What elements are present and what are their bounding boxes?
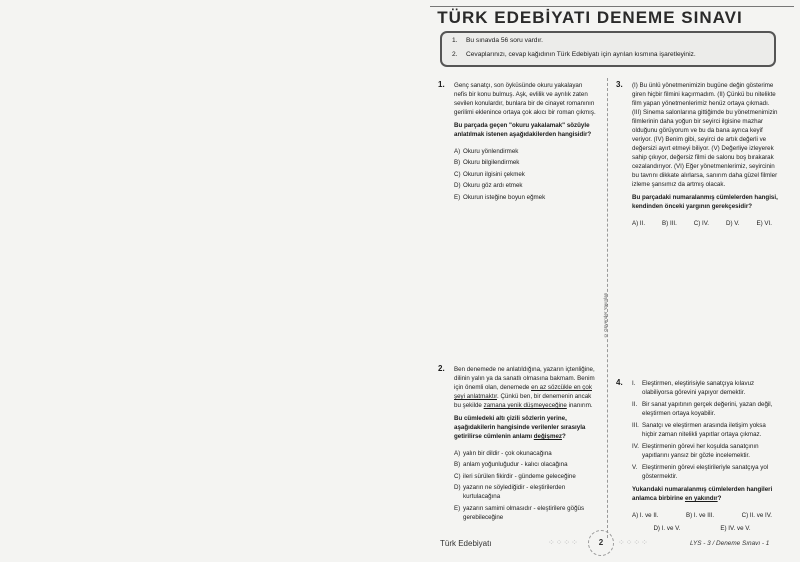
answer-option[interactable] — [454, 148, 596, 157]
roman-numeral: I. — [632, 380, 636, 387]
question-4-number: 4. — [616, 378, 623, 387]
answer-options-row — [632, 525, 778, 534]
answer-option[interactable] — [454, 194, 596, 203]
footer-ornament: ⁘⁘⁘⁘ — [618, 538, 649, 547]
answer-options-row — [632, 220, 778, 229]
option-text: Okuru göz ardı etmek — [463, 182, 523, 190]
answer-option[interactable] — [454, 461, 596, 470]
answer-option[interactable]: C) II. ve IV. — [741, 511, 772, 519]
footer-exam-label: LYS - 3 / Deneme Sınavı - 1 — [690, 540, 770, 547]
question-2-stem — [454, 415, 596, 442]
roman-numeral: V. — [632, 463, 638, 471]
statement-item — [632, 443, 778, 461]
statement-text: Bir sanat yapıtının gerçek değerini, yazan değil, eleştirmen ortaya koyabilir. — [642, 400, 773, 417]
text-segment: Bu cümledeki altı çizili sözlerin yerine, aşağıdakilerin hangisinde verilenler sırasıyla getirilirse cümlenin anlamı — [454, 414, 586, 440]
statement-text: Eleştirmenin görevi eleştirileriyle sanatçıya yol göstermektir. — [642, 463, 769, 480]
answer-option[interactable] — [454, 182, 596, 191]
text-segment: inanırım. — [566, 401, 593, 409]
instruction-number: 2. — [452, 51, 458, 58]
answer-option[interactable] — [454, 171, 596, 180]
question-2 — [454, 366, 596, 525]
question-3-stem: Bu parçadaki numaralanmış cümlelerden hangisi, kendinden önceki yargının gerekçesidir? — [632, 193, 778, 210]
statement-text: Eleştirmen, eleştirisiyle sanatçıya kılavuz olabiliyorsa görevini yapıyor demektir. — [642, 380, 755, 396]
answer-option[interactable]: B) I. ve III. — [685, 511, 715, 519]
question-1-text: Genç sanatçı, son öyküsünde okuru yakalayan nefis bir konu bulmuş. Aşk, evlilik ve ayrılık zaten sevilen konulardır, bunlara bir de cinayet romanının gerilimi eklenince ortaya çok akıcı bir roman çıkmış. — [454, 82, 596, 116]
text-segment: ? — [561, 432, 566, 440]
statement-text: Eleştirmenin görevi her koşulda sanatçının yapıtlarını yansız bir gözle incelemektir. — [642, 442, 759, 459]
text-segment: Ben denemede ne anlatıldığına, yazarın içtenliğine, dilinin yalın ya da sanatlı olmasına bakmam. Benim için önemli olan, denemede — [454, 366, 595, 391]
question-1-number: 1. — [438, 80, 445, 89]
instructions-box — [440, 31, 776, 67]
option-text: anlam yoğunluğudur - kalıcı olacağına — [463, 461, 568, 469]
answer-option[interactable] — [454, 473, 596, 482]
statement-item — [632, 464, 778, 482]
instruction-item — [452, 37, 764, 44]
text-segment: Yukarıdaki numaralanmış cümlelerden hangileri anlamca birbirine — [632, 485, 773, 502]
option-text: ileri sürülen fikirdir - gündeme geleceğine — [463, 472, 576, 480]
question-3-number: 3. — [616, 80, 623, 89]
top-rule — [430, 6, 794, 7]
publisher-tag: © Güvender Yayınları — [603, 292, 608, 338]
option-text: Okuru bilgilendirmek — [463, 159, 520, 167]
option-letter: B) — [454, 159, 461, 167]
roman-numeral: III. — [632, 421, 639, 429]
question-2-text — [454, 366, 596, 411]
question-1 — [454, 82, 596, 205]
option-letter: C) — [454, 170, 461, 178]
answer-option[interactable]: D) V. — [725, 219, 740, 227]
option-letter: B) — [454, 461, 461, 469]
option-text: yazarın ne söylediğidir - eleştirilerden kurtulacağına — [463, 484, 566, 501]
answer-option[interactable] — [454, 450, 596, 459]
option-text: Okurun ilgisini çekmek — [463, 170, 525, 178]
text-segment: ? — [717, 494, 722, 502]
answer-option[interactable] — [454, 505, 596, 523]
underlined-phrase: en az sözcükle en çok şeyi anlatmaktır — [454, 383, 592, 400]
footer-ornament: ⁘⁘⁘⁘ — [548, 538, 579, 547]
statement-item — [632, 422, 778, 440]
question-3-text: (I) Bu ünlü yönetmenimizin bugüne değin gösterime giren hiçbir filmini kaçırmadım. (II) Çünkü bu nitelikte film yapan yönetmenlerimiz henüz ortaya çıkmadı. (III) Sinema salonlarına gittiğimde bu yönetmenimizin filmlerinin daha yoğun bir seyirci ilgisine mazhar olduğunu görüyorum ve bu da bana ayrıca keyif veriyor. (IV) Benim gibi, seyirci de artık değerli ve değersizi ayırt etmeyi biliyor. (V) Değerliye izleyerek sahip çıkıyor, değersiz filmi de salonu boş bırakarak cezalandırıyor. (VI) Eğer yönetmenlerimiz, seyircinin bu tavrını dikkate alırlarsa, sanırım daha güzel filmler izleme şansımız da artmış olacak. — [632, 82, 778, 188]
answer-option[interactable]: D) I. ve V. — [653, 524, 681, 532]
statement-text: Sanatçı ve eleştirmen arasında iletişim yoksa hiçbir zaman nitelikli yapıtlar ortaya çıkmaz. — [642, 421, 766, 438]
option-letter: D) — [454, 182, 461, 190]
answer-option[interactable] — [454, 159, 596, 168]
statement-item — [632, 401, 778, 419]
answer-option[interactable] — [454, 484, 596, 502]
question-4-stem — [632, 486, 778, 504]
answer-option[interactable]: E) IV. ve V. — [720, 524, 751, 532]
option-text: Okurun isteğine boyun eğmek — [463, 193, 546, 201]
option-text: yazarın samimi olmasıdır - eleştirilere göğüs gerebileceğine — [463, 504, 585, 521]
underlined-phrase: zamana yenik düşmeyeceğine — [483, 401, 567, 409]
roman-numeral: II. — [632, 400, 638, 408]
option-letter: A) — [454, 147, 461, 155]
option-letter: C) — [454, 472, 461, 480]
page-number: 2 — [588, 530, 614, 556]
option-letter: A) — [454, 449, 461, 457]
roman-numeral: IV. — [632, 442, 639, 450]
answer-option[interactable]: A) I. ve II. — [632, 511, 659, 519]
text-segment: . Çünkü ben, bir denemenin ancak bu şekilde — [454, 392, 592, 409]
footer-subject: Türk Edebiyatı — [440, 539, 492, 548]
underlined-phrase: değişmez — [533, 432, 562, 440]
question-1-stem: Bu parçada geçen "okuru yakalamak" sözüyle anlatılmak istenen aşağıdakilerden hangisidir? — [454, 121, 592, 138]
instruction-number: 1. — [452, 37, 458, 44]
option-letter: E) — [454, 504, 461, 512]
answer-option[interactable]: A) II. — [632, 219, 646, 227]
page-title: TÜRK EDEBİYATI DENEME SINAVI — [437, 8, 743, 27]
question-4 — [632, 380, 778, 534]
question-3 — [632, 82, 778, 229]
option-letter: D) — [454, 484, 461, 492]
answer-option[interactable]: C) IV. — [693, 219, 710, 227]
instruction-text: Bu sınavda 56 soru vardır. — [466, 37, 543, 44]
instruction-item — [452, 51, 764, 58]
answer-option[interactable]: B) III. — [662, 219, 677, 227]
underlined-phrase: en yakındır — [684, 494, 718, 502]
instruction-text: Cevaplarınızı, cevap kağıdının Türk Edebiyatı için ayrılan kısmına işaretleyiniz. — [466, 51, 696, 58]
statement-item — [632, 380, 778, 398]
answer-options-row — [632, 512, 778, 521]
option-text: yalın bir dildir - çok okunacağına — [463, 449, 552, 457]
option-text: Okuru yönlendirmek — [463, 147, 519, 155]
question-2-number: 2. — [438, 364, 445, 373]
answer-option[interactable]: E) VI. — [756, 219, 772, 227]
option-letter: E) — [454, 193, 461, 201]
